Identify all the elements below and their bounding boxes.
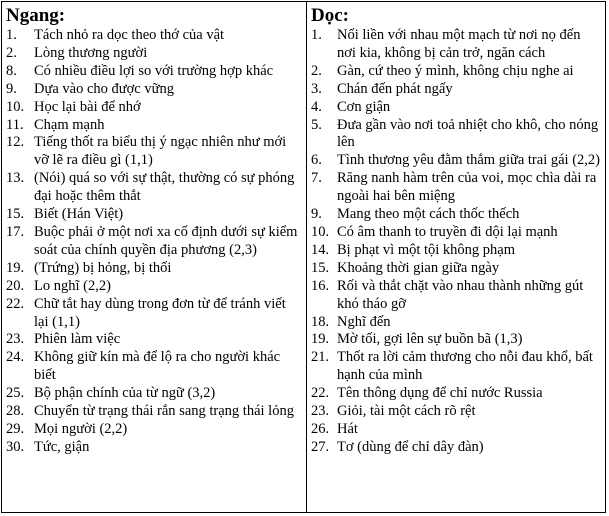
clue-number: 28. [6, 403, 25, 420]
across-clue [6, 63, 302, 81]
clue-text: Buộc phải ở một nơi xa cố định dưới sự kiểm soát của chính quyền địa phương (2,3) [34, 223, 298, 258]
clue-text: Thốt ra lời cảm thương cho nỗi đau khổ, bất hạnh của mình [337, 349, 593, 384]
clue-number: 2. [6, 44, 17, 61]
clue-text: Cơn giận [337, 98, 391, 115]
across-clue [6, 224, 302, 260]
across-clue [6, 296, 302, 332]
clue-number: 7. [311, 170, 322, 187]
clue-text: Bị phạt vì một tội không phạm [337, 241, 516, 258]
clue-text: Tức, giận [34, 438, 90, 455]
clue-text: Rối và thắt chặt vào nhau thành những gút khó tháo gỡ [337, 277, 584, 312]
down-clue [311, 81, 601, 99]
clue-text: Đưa gần vào nơi toả nhiệt cho khô, cho nóng lên [337, 116, 599, 151]
clue-number: 12. [6, 134, 25, 151]
clue-number: 29. [6, 420, 25, 437]
clue-number: 3. [311, 80, 322, 97]
across-clue [6, 27, 302, 45]
clue-number: 26. [311, 420, 330, 437]
down-clue [311, 349, 601, 385]
across-clue [6, 134, 302, 170]
clue-number: 9. [6, 80, 17, 97]
clue-text: Gàn, cứ theo ý mình, không chịu nghe ai [337, 62, 574, 79]
clue-number: 1. [6, 27, 17, 43]
clue-text: Có âm thanh to truyền đi dội lại mạnh [337, 223, 558, 240]
clue-number: 11. [6, 116, 24, 133]
clue-number: 20. [6, 277, 25, 294]
clue-number: 25. [6, 385, 25, 402]
clue-number: 2. [311, 62, 322, 79]
clue-text: Mọi người (2,2) [34, 420, 128, 437]
clue-number: 10. [311, 223, 330, 240]
down-clue [311, 27, 601, 63]
across-clue [6, 45, 302, 63]
clue-text: Chán đến phát ngấy [337, 80, 453, 97]
clue-number: 19. [6, 259, 25, 276]
clue-number: 15. [6, 206, 25, 223]
clue-text: Phiên làm việc [34, 331, 121, 348]
clue-text: Biết (Hán Việt) [34, 206, 124, 223]
down-clue [311, 99, 601, 117]
clue-number: 6. [311, 152, 322, 169]
across-column [2, 2, 307, 512]
clue-text: Tên thông dụng để chỉ nước Russia [337, 385, 543, 402]
clue-number: 1. [311, 27, 322, 43]
clue-number: 9. [311, 206, 322, 223]
clue-number: 23. [311, 403, 330, 420]
down-clue [311, 403, 601, 421]
clue-text: Hát [337, 420, 358, 437]
clue-text: Răng nanh hàm trên của voi, mọc chìa dài ra ngoài hai bên miệng [337, 170, 597, 205]
down-clue [311, 224, 601, 242]
clue-number: 5. [311, 116, 322, 133]
across-clue [6, 278, 302, 296]
clue-number: 17. [6, 223, 25, 240]
clue-text: Dựa vào cho được vững [34, 80, 174, 97]
clue-text: (Trứng) bị hỏng, bị thối [34, 259, 172, 276]
down-clue [311, 331, 601, 349]
down-clue [311, 242, 601, 260]
clue-text: Chữ tắt hay dùng trong đơn từ để tránh viết lại (1,1) [34, 295, 286, 330]
across-clue [6, 331, 302, 349]
across-clue [6, 260, 302, 278]
clue-text: Có nhiều điều lợi so với trường hợp khác [34, 62, 274, 79]
clue-number: 21. [311, 349, 330, 366]
clue-number: 14. [311, 241, 330, 258]
clue-text: Chạm mạnh [34, 116, 105, 133]
down-clue-list [311, 27, 601, 457]
down-column [307, 2, 605, 512]
clue-text: Tách nhỏ ra dọc theo thớ của vật [34, 27, 225, 43]
clue-number: 13. [6, 170, 25, 187]
down-clue [311, 314, 601, 332]
down-clue [311, 260, 601, 278]
across-heading: Ngang: [6, 5, 66, 26]
clue-text: (Nói) quá so với sự thật, thường có sự phóng đại hoặc thêm thắt [34, 170, 295, 205]
clue-text: Học lại bài để nhớ [34, 98, 141, 115]
clue-text: Mang theo một cách thốc thếch [337, 206, 520, 223]
down-clue [311, 278, 601, 314]
down-clue [311, 117, 601, 153]
across-clue [6, 385, 302, 403]
clue-text: Chuyển từ trạng thái rắn sang trạng thái lỏng [34, 403, 294, 420]
clue-number: 10. [6, 98, 25, 115]
down-clue [311, 206, 601, 224]
clue-number: 18. [311, 313, 330, 330]
across-clue [6, 439, 302, 457]
clue-number: 27. [311, 438, 330, 455]
crossword-clues-table [1, 1, 606, 513]
clue-text: Lo nghĩ (2,2) [34, 277, 111, 294]
clue-text: Không giữ kín mà để lộ ra cho người khác biết [34, 349, 281, 384]
clue-text: Mờ tối, gợi lên sự buồn bã (1,3) [337, 331, 523, 348]
down-clue [311, 152, 601, 170]
clue-text: Tiếng thốt ra biểu thị ý ngạc nhiên như mới vỡ lẽ ra điều gì (1,1) [34, 134, 287, 169]
clue-text: Bộ phận chính của từ ngữ (3,2) [34, 385, 216, 402]
clue-number: 24. [6, 349, 25, 366]
across-clue [6, 403, 302, 421]
clue-number: 8. [6, 62, 17, 79]
clue-number: 23. [6, 331, 25, 348]
clue-number: 19. [311, 331, 330, 348]
clue-text: Lòng thương người [34, 44, 148, 61]
across-clue [6, 170, 302, 206]
across-clue [6, 349, 302, 385]
down-clue [311, 439, 601, 457]
down-clue [311, 63, 601, 81]
clue-number: 22. [311, 385, 330, 402]
clue-number: 30. [6, 438, 25, 455]
down-clue [311, 385, 601, 403]
clue-text: Giỏi, tài một cách rõ rệt [337, 403, 476, 420]
clue-number: 4. [311, 98, 322, 115]
across-clue [6, 117, 302, 135]
across-clue [6, 99, 302, 117]
across-clue-list [6, 27, 302, 457]
clue-text: Khoảng thời gian giữa ngày [337, 259, 500, 276]
clue-text: Tơ (dùng để chỉ dây đàn) [337, 438, 484, 455]
down-heading: Dọc: [311, 5, 349, 26]
clue-text: Nghĩ đến [337, 313, 391, 330]
clue-number: 22. [6, 295, 25, 312]
clue-number: 15. [311, 259, 330, 276]
down-clue [311, 170, 601, 206]
clue-text: Tình thương yêu đằm thắm giữa trai gái (2,2) [337, 152, 600, 169]
across-clue [6, 421, 302, 439]
across-clue [6, 206, 302, 224]
clue-text: Nối liền với nhau một mạch từ nơi nọ đến nơi kia, không bị cản trở, ngăn cách [337, 27, 581, 61]
down-clue [311, 421, 601, 439]
clue-number: 16. [311, 277, 330, 294]
across-clue [6, 81, 302, 99]
